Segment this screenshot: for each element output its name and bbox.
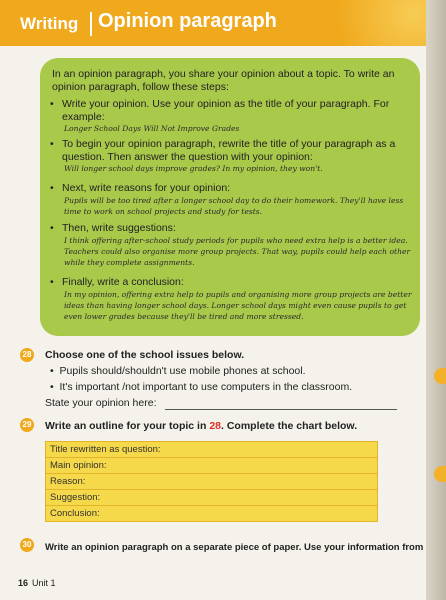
step-text: Next, write reasons for your opinion: [62, 182, 231, 194]
row-label[interactable]: Title rewritten as question: [46, 442, 378, 458]
header-banner [0, 0, 426, 46]
exercise-28-instruction: Choose one of the school issues below. [45, 349, 245, 361]
exercise-28-bullet-2 [50, 381, 352, 393]
row-label[interactable]: Suggestion: [46, 490, 378, 506]
bullet-icon: • [50, 381, 60, 393]
bullet-text: It's important /not important to use computers in the classroom. [59, 381, 353, 393]
instruction-text: Write an opinion paragraph on a separate piece of paper. Use your information from [45, 542, 426, 553]
opinion-label: State your opinion here: [45, 397, 157, 409]
step-text: Write your opinion. Use your opinion as the title of your paragraph. For example: [62, 98, 390, 123]
step-example: Will longer school days improve grades? In my opinion, they won't. [64, 164, 323, 173]
opinion-answer-line[interactable] [165, 409, 397, 410]
step-4 [50, 222, 414, 268]
step-example: I think offering after-school study periods for pupils who need extra help is a better idea. Teachers could also organise more group projects. That way, pupils could help each other while they complete assignments. [64, 235, 411, 267]
table-row[interactable] [46, 458, 378, 474]
step-example: Longer School Days Will Not Improve Grades [64, 124, 240, 133]
table-row[interactable] [46, 442, 378, 458]
page-tab-marker [434, 368, 446, 384]
bullet-icon: • [50, 276, 54, 288]
step-5 [50, 276, 414, 322]
instruction-text: . Complete the chart below. [221, 420, 358, 432]
bullet-icon: • [50, 182, 54, 194]
step-text: Then, write suggestions: [62, 222, 176, 234]
step-example: In my opinion, offering extra help to pupils and organising more group projects are better ideas than having longer school days. Longer school days might even cause pupils to get even lower grades because they'll be tired and more stressed. [64, 289, 412, 321]
instructions-box [40, 58, 420, 336]
intro-text: In an opinion paragraph, you share your opinion about a topic. To write an opinion paragraph, follow these steps: [52, 68, 395, 93]
row-label[interactable]: Main opinion: [46, 458, 378, 474]
step-1 [50, 98, 414, 134]
page-number: 16 [18, 578, 29, 588]
instruction-text: Write an outline for your topic in [45, 420, 210, 432]
step-3 [50, 182, 414, 217]
page-footer [18, 578, 56, 588]
unit-label: Unit 1 [32, 578, 56, 588]
exercise-29-instruction [45, 420, 357, 432]
bullet-icon: • [50, 98, 54, 110]
next-page-edge [426, 0, 446, 600]
table-row[interactable] [46, 506, 378, 522]
header-divider [90, 12, 92, 36]
exercise-28-number: 28 [20, 348, 34, 362]
page-tab-marker [434, 466, 446, 482]
row-label[interactable]: Reason: [46, 474, 378, 490]
table-row[interactable] [46, 490, 378, 506]
bullet-icon: • [50, 365, 60, 377]
exercise-30-number: 30 [20, 538, 34, 552]
bullet-icon: • [50, 222, 54, 234]
step-text: Finally, write a conclusion: [62, 276, 184, 288]
step-text: To begin your opinion paragraph, rewrite the title of your paragraph as a question. Then answer the question with your opinion: [62, 138, 396, 163]
step-2 [50, 138, 414, 174]
exercise-30-instruction [45, 542, 426, 553]
step-example: Pupils will be too tired after a longer school day to do their homework. They'll have less time to work on school projects and study for tests. [64, 195, 404, 216]
outline-chart [45, 441, 378, 522]
section-label: Writing [20, 14, 79, 33]
bullet-icon: • [50, 138, 54, 150]
page-title: Opinion paragraph [98, 10, 277, 32]
table-row[interactable] [46, 474, 378, 490]
bullet-text: Pupils should/shouldn't use mobile phones at school. [59, 365, 306, 377]
row-label[interactable]: Conclusion: [46, 506, 378, 522]
exercise-reference: 28 [209, 420, 221, 432]
exercise-28-bullet-1 [50, 365, 306, 377]
exercise-29-number: 29 [20, 418, 34, 432]
